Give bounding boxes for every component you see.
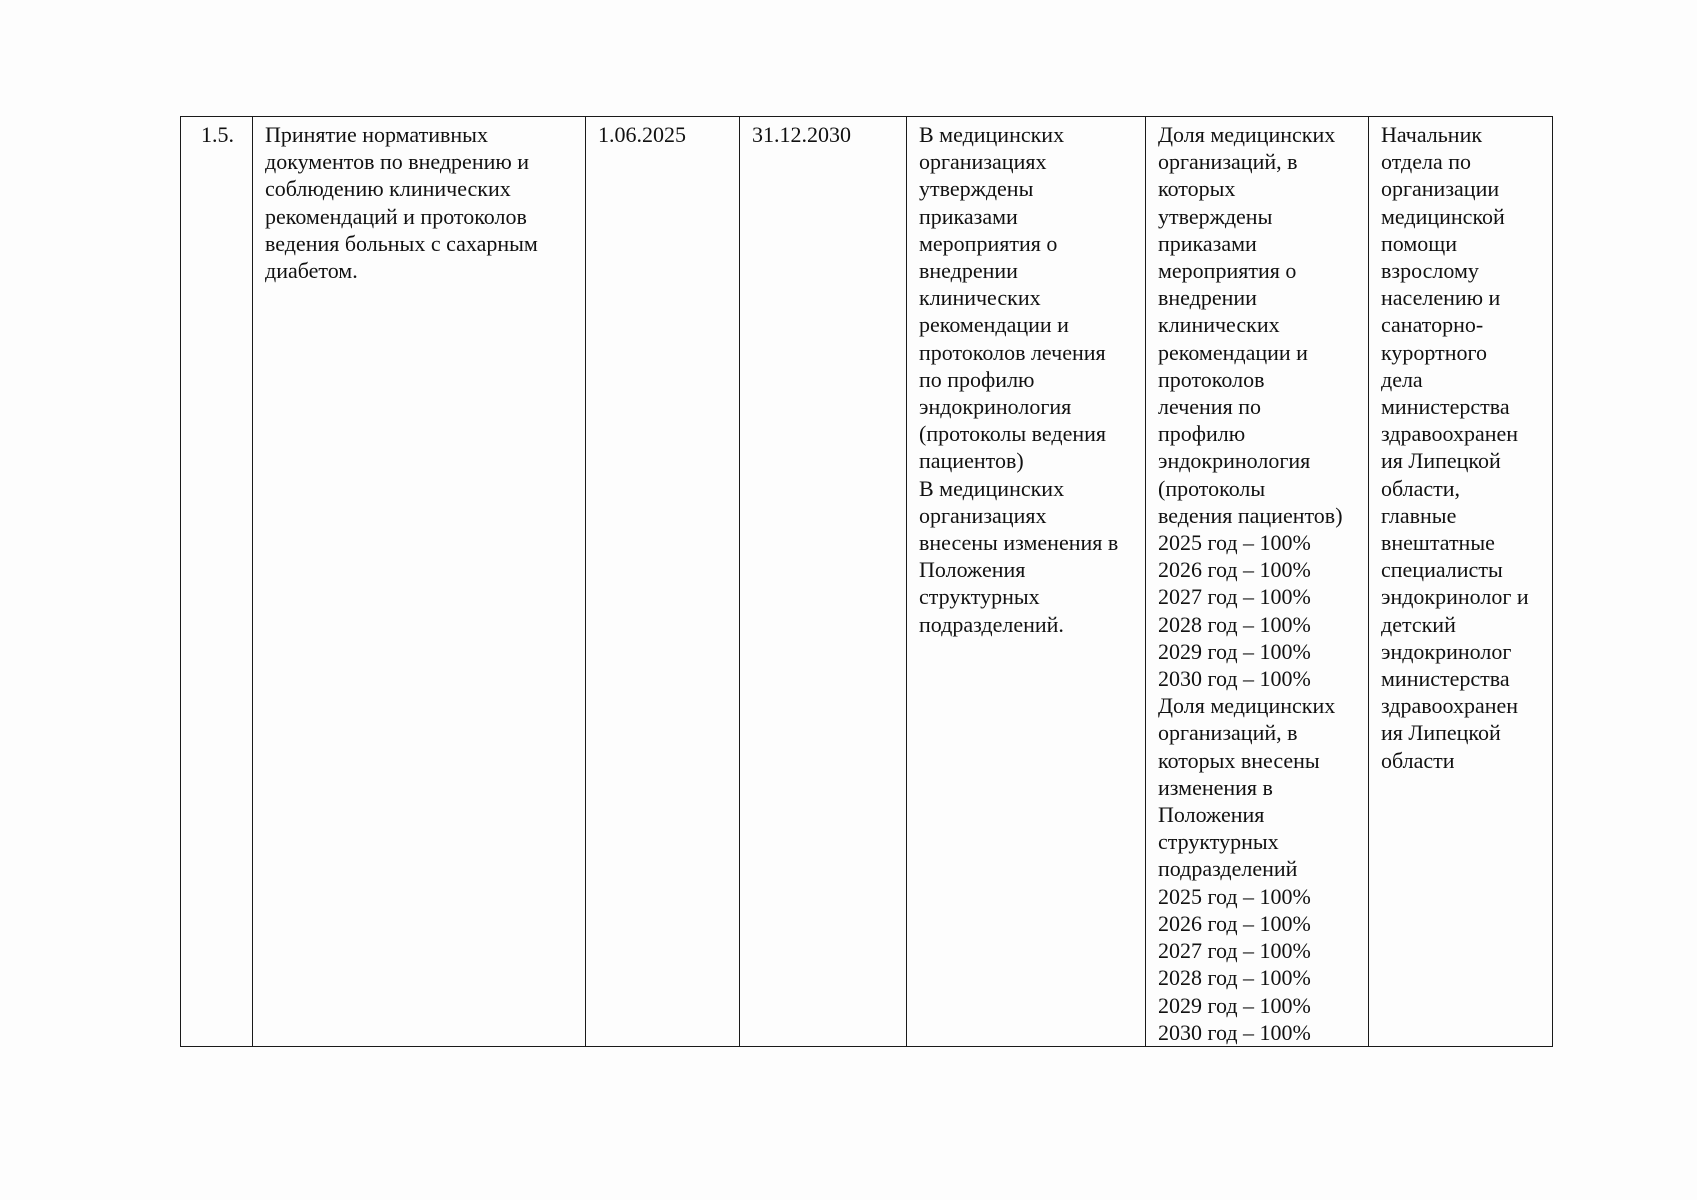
text-line: дела: [1381, 366, 1423, 392]
text-line: 2027 год – 100%: [1158, 938, 1311, 964]
text-line: ведения больных с сахарным: [265, 230, 538, 256]
text-line: ия Липецкой: [1381, 720, 1501, 746]
text-line: (протоколы: [1158, 475, 1266, 501]
text-line: курортного: [1381, 339, 1487, 365]
text-line: клинических: [919, 285, 1041, 311]
text-line: здравоохранен: [1381, 693, 1519, 719]
plan-table: [180, 116, 1553, 1047]
text-line: 2025 год – 100%: [1158, 530, 1311, 556]
start-date: 1.06.2025: [598, 122, 686, 147]
responsible-cell: [1369, 117, 1553, 1047]
text-line: 2025 год – 100%: [1158, 883, 1311, 909]
text-line: санаторно-: [1381, 312, 1484, 338]
text-line: Положения: [919, 557, 1026, 583]
text-line: министерства: [1381, 666, 1510, 692]
text-line: помощи: [1381, 230, 1457, 256]
text-line: клинических: [1158, 312, 1280, 338]
text-line: Принятие нормативных: [265, 122, 488, 147]
text-line: медицинской: [1381, 203, 1505, 229]
indicator-cell: [1146, 117, 1369, 1047]
responsible-text: [1381, 121, 1542, 774]
text-line: пациентов): [919, 448, 1024, 474]
text-line: детский: [1381, 611, 1456, 637]
result-text: [919, 121, 1135, 638]
text-line: 2030 год – 100%: [1158, 1019, 1311, 1045]
text-line: лечения по: [1158, 394, 1261, 420]
text-line: которых: [1158, 176, 1236, 202]
text-line: отдела по: [1381, 149, 1472, 175]
end-date: 31.12.2030: [752, 122, 851, 147]
text-line: протоколов: [1158, 366, 1265, 392]
text-line: мероприятия о: [1158, 258, 1297, 284]
text-line: организациях: [919, 149, 1047, 175]
text-line: здравоохранен: [1381, 421, 1519, 447]
text-line: 2030 год – 100%: [1158, 666, 1311, 692]
text-line: ия Липецкой: [1381, 448, 1501, 474]
text-line: В медицинских: [919, 475, 1065, 501]
activity-cell: [253, 117, 586, 1047]
text-line: Положения: [1158, 802, 1265, 828]
text-line: приказами: [919, 203, 1018, 229]
text-line: мероприятия о: [919, 230, 1058, 256]
text-line: взрослому: [1381, 258, 1479, 284]
text-line: которых внесены: [1158, 747, 1320, 773]
table-row: [181, 117, 1553, 1047]
row-number: 1.5.: [201, 122, 234, 147]
end-date-cell: [740, 117, 907, 1047]
text-line: структурных: [919, 584, 1040, 610]
text-line: министерства: [1381, 394, 1510, 420]
text-line: 2029 год – 100%: [1158, 992, 1311, 1018]
text-line: 2027 год – 100%: [1158, 584, 1311, 610]
text-line: 2029 год – 100%: [1158, 638, 1311, 664]
text-line: эндокринология: [919, 394, 1072, 420]
text-line: подразделений.: [919, 611, 1064, 637]
text-line: организаций, в: [1158, 149, 1298, 175]
text-line: ведения пациентов): [1158, 502, 1343, 528]
text-line: приказами: [1158, 230, 1257, 256]
text-line: населению и: [1381, 285, 1501, 311]
text-line: эндокринолог и: [1381, 584, 1529, 610]
start-date-cell: [586, 117, 740, 1047]
text-line: внедрении: [919, 258, 1018, 284]
text-line: эндокринология: [1158, 448, 1311, 474]
text-line: документов по внедрению и: [265, 149, 530, 175]
text-line: изменения в: [1158, 774, 1273, 800]
indicator-text: [1158, 121, 1358, 1046]
text-line: соблюдению клинических: [265, 176, 511, 202]
text-line: Начальник: [1381, 122, 1483, 147]
text-line: рекомендации и: [1158, 339, 1308, 365]
text-line: внедрении: [1158, 285, 1257, 311]
text-line: Доля медицинских: [1158, 122, 1336, 147]
activity-text: [265, 121, 575, 284]
text-line: утверждены: [919, 176, 1034, 202]
text-line: структурных: [1158, 829, 1279, 855]
text-line: В медицинских: [919, 122, 1065, 147]
text-line: рекомендации и: [919, 312, 1069, 338]
row-number-cell: [181, 117, 253, 1047]
text-line: организаций, в: [1158, 720, 1298, 746]
text-line: внесены изменения в: [919, 530, 1119, 556]
text-line: области,: [1381, 475, 1461, 501]
text-line: области: [1381, 747, 1455, 773]
text-line: протоколов лечения: [919, 339, 1106, 365]
text-line: утверждены: [1158, 203, 1273, 229]
text-line: профилю: [1158, 421, 1246, 447]
text-line: 2028 год – 100%: [1158, 611, 1311, 637]
text-line: внештатные: [1381, 530, 1495, 556]
text-line: организациях: [919, 502, 1047, 528]
text-line: рекомендаций и протоколов: [265, 203, 527, 229]
text-line: 2026 год – 100%: [1158, 910, 1311, 936]
text-line: специалисты: [1381, 557, 1503, 583]
text-line: эндокринолог: [1381, 638, 1512, 664]
text-line: 2028 год – 100%: [1158, 965, 1311, 991]
text-line: главные: [1381, 502, 1457, 528]
result-cell: [907, 117, 1146, 1047]
text-line: по профилю: [919, 366, 1035, 392]
text-line: Доля медицинских: [1158, 693, 1336, 719]
text-line: подразделений: [1158, 856, 1298, 882]
text-line: диабетом.: [265, 258, 358, 284]
text-line: 2026 год – 100%: [1158, 557, 1311, 583]
text-line: организации: [1381, 176, 1500, 202]
text-line: (протоколы ведения: [919, 421, 1107, 447]
